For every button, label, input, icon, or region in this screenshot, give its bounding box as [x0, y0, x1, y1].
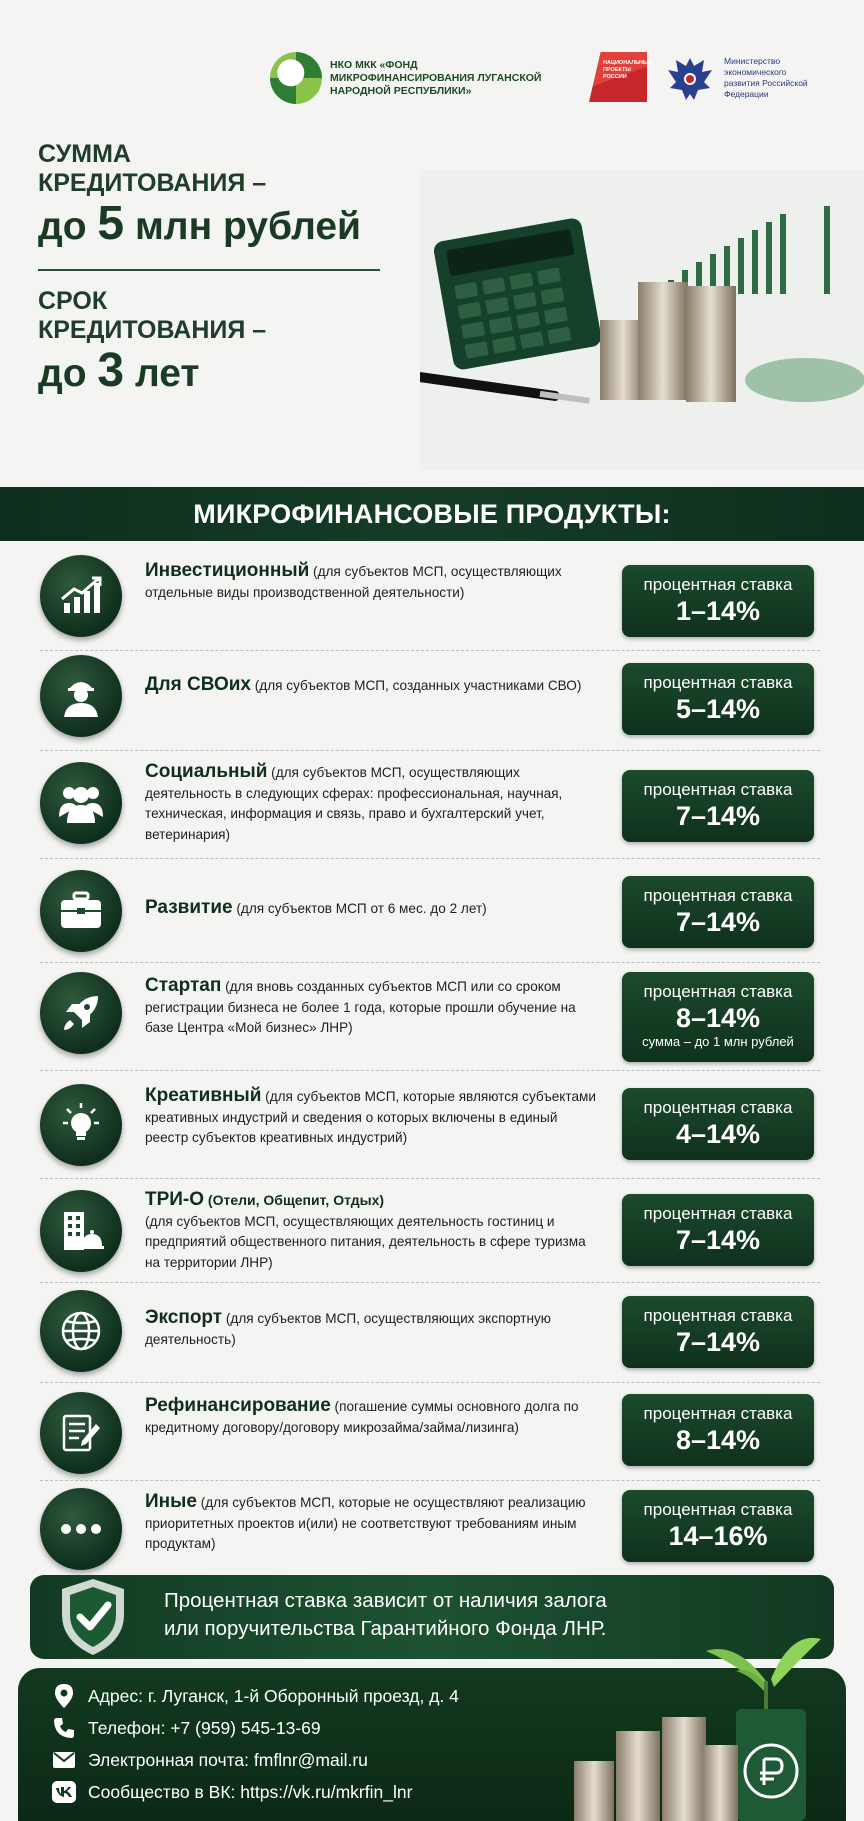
globe-icon [40, 1290, 122, 1372]
rate-badge: процентная ставка 8–14% [622, 1394, 814, 1466]
eagle-emblem-icon [664, 52, 716, 104]
product-row-other [40, 1486, 824, 1576]
vk-icon [52, 1780, 76, 1804]
hotel-icon [40, 1190, 122, 1272]
term-label-1: СРОК [38, 287, 108, 315]
product-row-creative [40, 1078, 824, 1178]
product-description: Для СВОих (для субъектов МСП, созданных участниками СВО) [145, 674, 582, 695]
briefcase-icon [40, 870, 122, 952]
contacts-footer [18, 1668, 846, 1821]
calculator-coins-illustration [420, 170, 864, 470]
location-pin-icon [52, 1684, 76, 1708]
row-divider [40, 1480, 820, 1481]
row-divider [40, 858, 820, 859]
products-section-title [0, 487, 864, 541]
product-row-svo [40, 655, 824, 745]
header-logos [270, 48, 824, 108]
row-divider [40, 1178, 820, 1179]
rate-badge: процентная ставка 7–14% [622, 1194, 814, 1266]
product-description: Стартап (для вновь созданных субъектов МСП или со сроком регистрации бизнеса не более 1 года, которые прошли обучение на базе Центра «Мой бизнес» ЛНР) [145, 975, 576, 1035]
shield-check-icon [58, 1577, 128, 1657]
sum-label-1: СУММА [38, 140, 131, 168]
growth-chart-icon [40, 555, 122, 637]
product-description: Инвестиционный (для субъектов МСП, осуществляющих отдельные виды производственной деятельности) [145, 560, 562, 600]
product-row-development [40, 870, 824, 956]
hero-divider [38, 269, 380, 271]
product-row-social [40, 760, 824, 860]
fund-logo-icon [270, 52, 322, 104]
product-row-startup [40, 970, 824, 1070]
people-group-icon [40, 762, 122, 844]
national-projects-text: НАЦИОНАЛЬНЫЕ ПРОЕКТЫ РОССИИ [603, 60, 653, 80]
hero-block [38, 140, 398, 398]
rate-badge: процентная ставка 8–14% сумма – до 1 млн рублей [622, 972, 814, 1062]
row-divider [40, 962, 820, 963]
phone-icon [52, 1716, 76, 1740]
product-description: Креативный (для субъектов МСП, которые являются субъектами креативных индустрий и сведения о которых включены в единый реестр субъектов креативных индустрий) [145, 1085, 596, 1145]
term-label-2: КРЕДИТОВАНИЯ – [38, 316, 267, 344]
sum-value: до 5 млн рублей [38, 197, 362, 250]
banner-text: Процентная ставка зависит от наличия залога или поручительства Гарантийного Фонда ЛНР. [164, 1589, 607, 1640]
ministry-logo [664, 52, 824, 104]
more-dots-icon [40, 1488, 122, 1570]
product-row-refinancing [40, 1388, 824, 1478]
rate-badge: процентная ставка 1–14% [622, 565, 814, 637]
rate-badge: процентная ставка 5–14% [622, 663, 814, 735]
row-divider [40, 1282, 820, 1283]
rate-badge: процентная ставка 7–14% [622, 1296, 814, 1368]
rate-badge: процентная ставка 7–14% [622, 770, 814, 842]
product-description: Иные (для субъектов МСП, которые не осуществляют реализацию приоритетных проектов и(или) не соответствуют требованиям иным продуктам) [145, 1491, 586, 1551]
envelope-icon [52, 1748, 76, 1772]
term-value: до 3 лет [38, 344, 200, 397]
product-row-export [40, 1290, 824, 1378]
row-divider [40, 1070, 820, 1071]
product-description: Развитие (для субъектов МСП от 6 мес. до 2 лет) [145, 897, 487, 918]
row-divider [40, 650, 820, 651]
row-divider [40, 750, 820, 751]
product-row-tri-o [40, 1186, 824, 1286]
rate-badge: процентная ставка 7–14% [622, 876, 814, 948]
product-description: Социальный (для субъектов МСП, осуществляющих деятельность в следующих сферах: профессиональная, научная, техническая, информация и связь, право и бухгалтерский учет, ветеринария) [145, 761, 563, 842]
rate-note: сумма – до 1 млн рублей [642, 1034, 794, 1049]
address-item: Адрес: г. Луганск, 1-й Оборонный проезд, д. 4 [52, 1684, 459, 1708]
product-description: Экспорт (для субъектов МСП, осуществляющих экспортную деятельность) [145, 1307, 551, 1347]
email-item[interactable]: Электронная почта: fmflnr@mail.ru [52, 1748, 368, 1772]
fund-logo-text: НКО МКК «ФОНД МИКРОФИНАНСИРОВАНИЯ ЛУГАНСКОЙ НАРОДНОЙ РЕСПУБЛИКИ» [330, 58, 542, 97]
vk-item[interactable]: Сообщество в ВК: https://vk.ru/mkrfin_lnr [52, 1780, 412, 1804]
document-pen-icon [40, 1392, 122, 1474]
product-row-investment [40, 555, 824, 645]
soldier-icon [40, 655, 122, 737]
national-projects-logo [585, 52, 653, 104]
products-title-text: МИКРОФИНАНСОВЫЕ ПРОДУКТЫ: [193, 498, 671, 529]
lightbulb-icon [40, 1084, 122, 1166]
rate-badge: процентная ставка 14–16% [622, 1490, 814, 1562]
row-divider [40, 1382, 820, 1383]
ministry-logo-text: Министерство экономического развития Российской Федерации [724, 56, 808, 99]
product-description: Рефинансирование (погашение суммы основного долга по кредитному договору/договору микрозайма/займа/лизинга) [145, 1395, 579, 1435]
product-description: ТРИ-О (Отели, Общепит, Отдых) (для субъектов МСП, осуществляющих деятельность гостиниц и предприятий общественного питания, деятельность в сфере туризма на территории ЛНР) [145, 1189, 586, 1270]
rate-badge: процентная ставка 4–14% [622, 1088, 814, 1160]
sum-label-2: КРЕДИТОВАНИЯ – [38, 169, 267, 197]
rocket-icon [40, 972, 122, 1054]
coins-plant-illustration [566, 1621, 826, 1821]
phone-item[interactable]: Телефон: +7 (959) 545-13-69 [52, 1716, 321, 1740]
fund-logo [270, 52, 545, 104]
